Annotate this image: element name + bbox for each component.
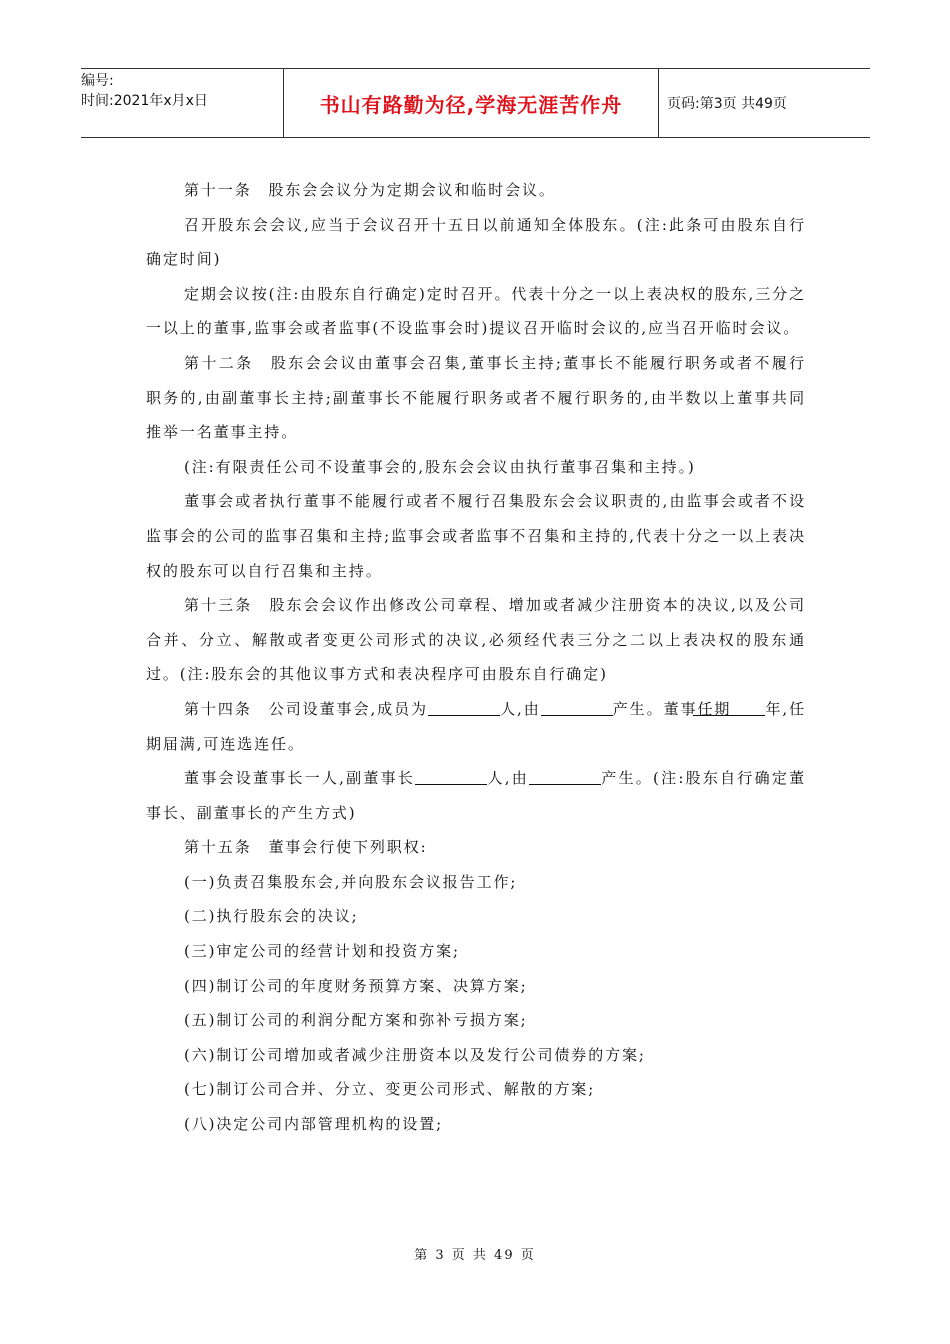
list-item: (四)制订公司的年度财务预算方案、决算方案;: [184, 976, 528, 995]
article-14-text-1: 第十四条 公司设董事会,成员为: [184, 699, 429, 718]
paragraph: 定期会议按(注:由股东自行确定)定时召开。代表十分之一以上表决权的股东,三分之一以上的董事,监事会或者监事(不设监事会时)提议召开临时会议的,应当召开临时会议。: [146, 284, 806, 338]
list-item: (二)执行股东会的决议;: [184, 907, 359, 926]
list-item: (六)制订公司增加或者减少注册资本以及发行公司债券的方案;: [184, 1045, 646, 1064]
header-page-info: 页码:第3页 共49页: [667, 96, 787, 112]
chairman-paragraph: [146, 761, 806, 830]
appointer-blank: [541, 699, 613, 716]
term-years-blank: [693, 699, 765, 716]
article-14-paragraph: [146, 692, 806, 761]
paragraph: 董事会或者执行董事不能履行或者不履行召集股东会会议职责的,由监事会或者不设监事会的公司的监事召集和主持;监事会或者监事不召集和主持的,代表十分之一以上表决权的股东可以自行召集和主持。: [146, 492, 806, 580]
document-date-label: 时间:2021年x月x日: [81, 93, 208, 109]
header-motto: 书山有路勤为径,学海无涯苦作舟: [283, 69, 659, 137]
paragraph: 第十三条 股东会会议作出修改公司章程、增加或者减少注册资本的决议,以及公司合并、分立、解散或者变更公司形式的决议,必须经代表三分之二以上表决权的股东通过。(注:股东会的其他议事方式和表决程序可由股东自行确定): [146, 596, 806, 684]
paragraph: (注:有限责任公司不设董事会的,股东会会议由执行董事召集和主持。): [184, 457, 696, 476]
paragraph: 第十一条 股东会会议分为定期会议和临时会议。: [184, 181, 556, 199]
list-item: (三)审定公司的经营计划和投资方案;: [184, 942, 460, 961]
list-item: (五)制订公司的利润分配方案和弥补亏损方案;: [184, 1011, 528, 1030]
list-item: (一)负责召集股东会,并向股东会议报告工作;: [184, 872, 518, 891]
list-item: (八)决定公司内部管理机构的设置;: [184, 1115, 444, 1134]
article-14-text-3: 产生。董事任期: [612, 699, 732, 718]
document-number-label: 编号:: [81, 73, 114, 89]
page-header: [81, 68, 870, 138]
list-item: (七)制订公司合并、分立、变更公司形式、解散的方案;: [184, 1080, 596, 1099]
article-14-text-4: 年,任期届满,可连选连任。: [146, 699, 807, 753]
chair-appointer-blank: [529, 768, 601, 785]
chairman-text-3: 产生。(注:股东自行确定董事长、副董事长的产生方式): [146, 769, 807, 822]
member-count-blank: [428, 699, 500, 716]
vice-chair-count-blank: [415, 768, 487, 785]
article-14-text-2: 人,由: [500, 699, 541, 718]
article-15-title: 第十五条 董事会行使下列职权:: [184, 838, 428, 857]
header-left-cell: [81, 69, 283, 137]
paragraph: 第十二条 股东会会议由董事会召集,董事长主持;董事长不能履行职务或者不履行职务的,由副董事长主持;副董事长不能履行职务或者不履行职务的,由半数以上董事共同推举一名董事主持。: [146, 353, 806, 442]
page-footer: 第 3 页 共 49 页: [414, 1248, 536, 1263]
paragraph: 召开股东会会议,应当于会议召开十五日以前通知全体股东。(注:此条可由股东自行确定时间): [146, 215, 806, 269]
chairman-text-1: 董事会设董事长一人,副董事长: [184, 769, 416, 788]
chairman-text-2: 人,由: [487, 769, 529, 788]
document-body: [146, 173, 806, 1142]
